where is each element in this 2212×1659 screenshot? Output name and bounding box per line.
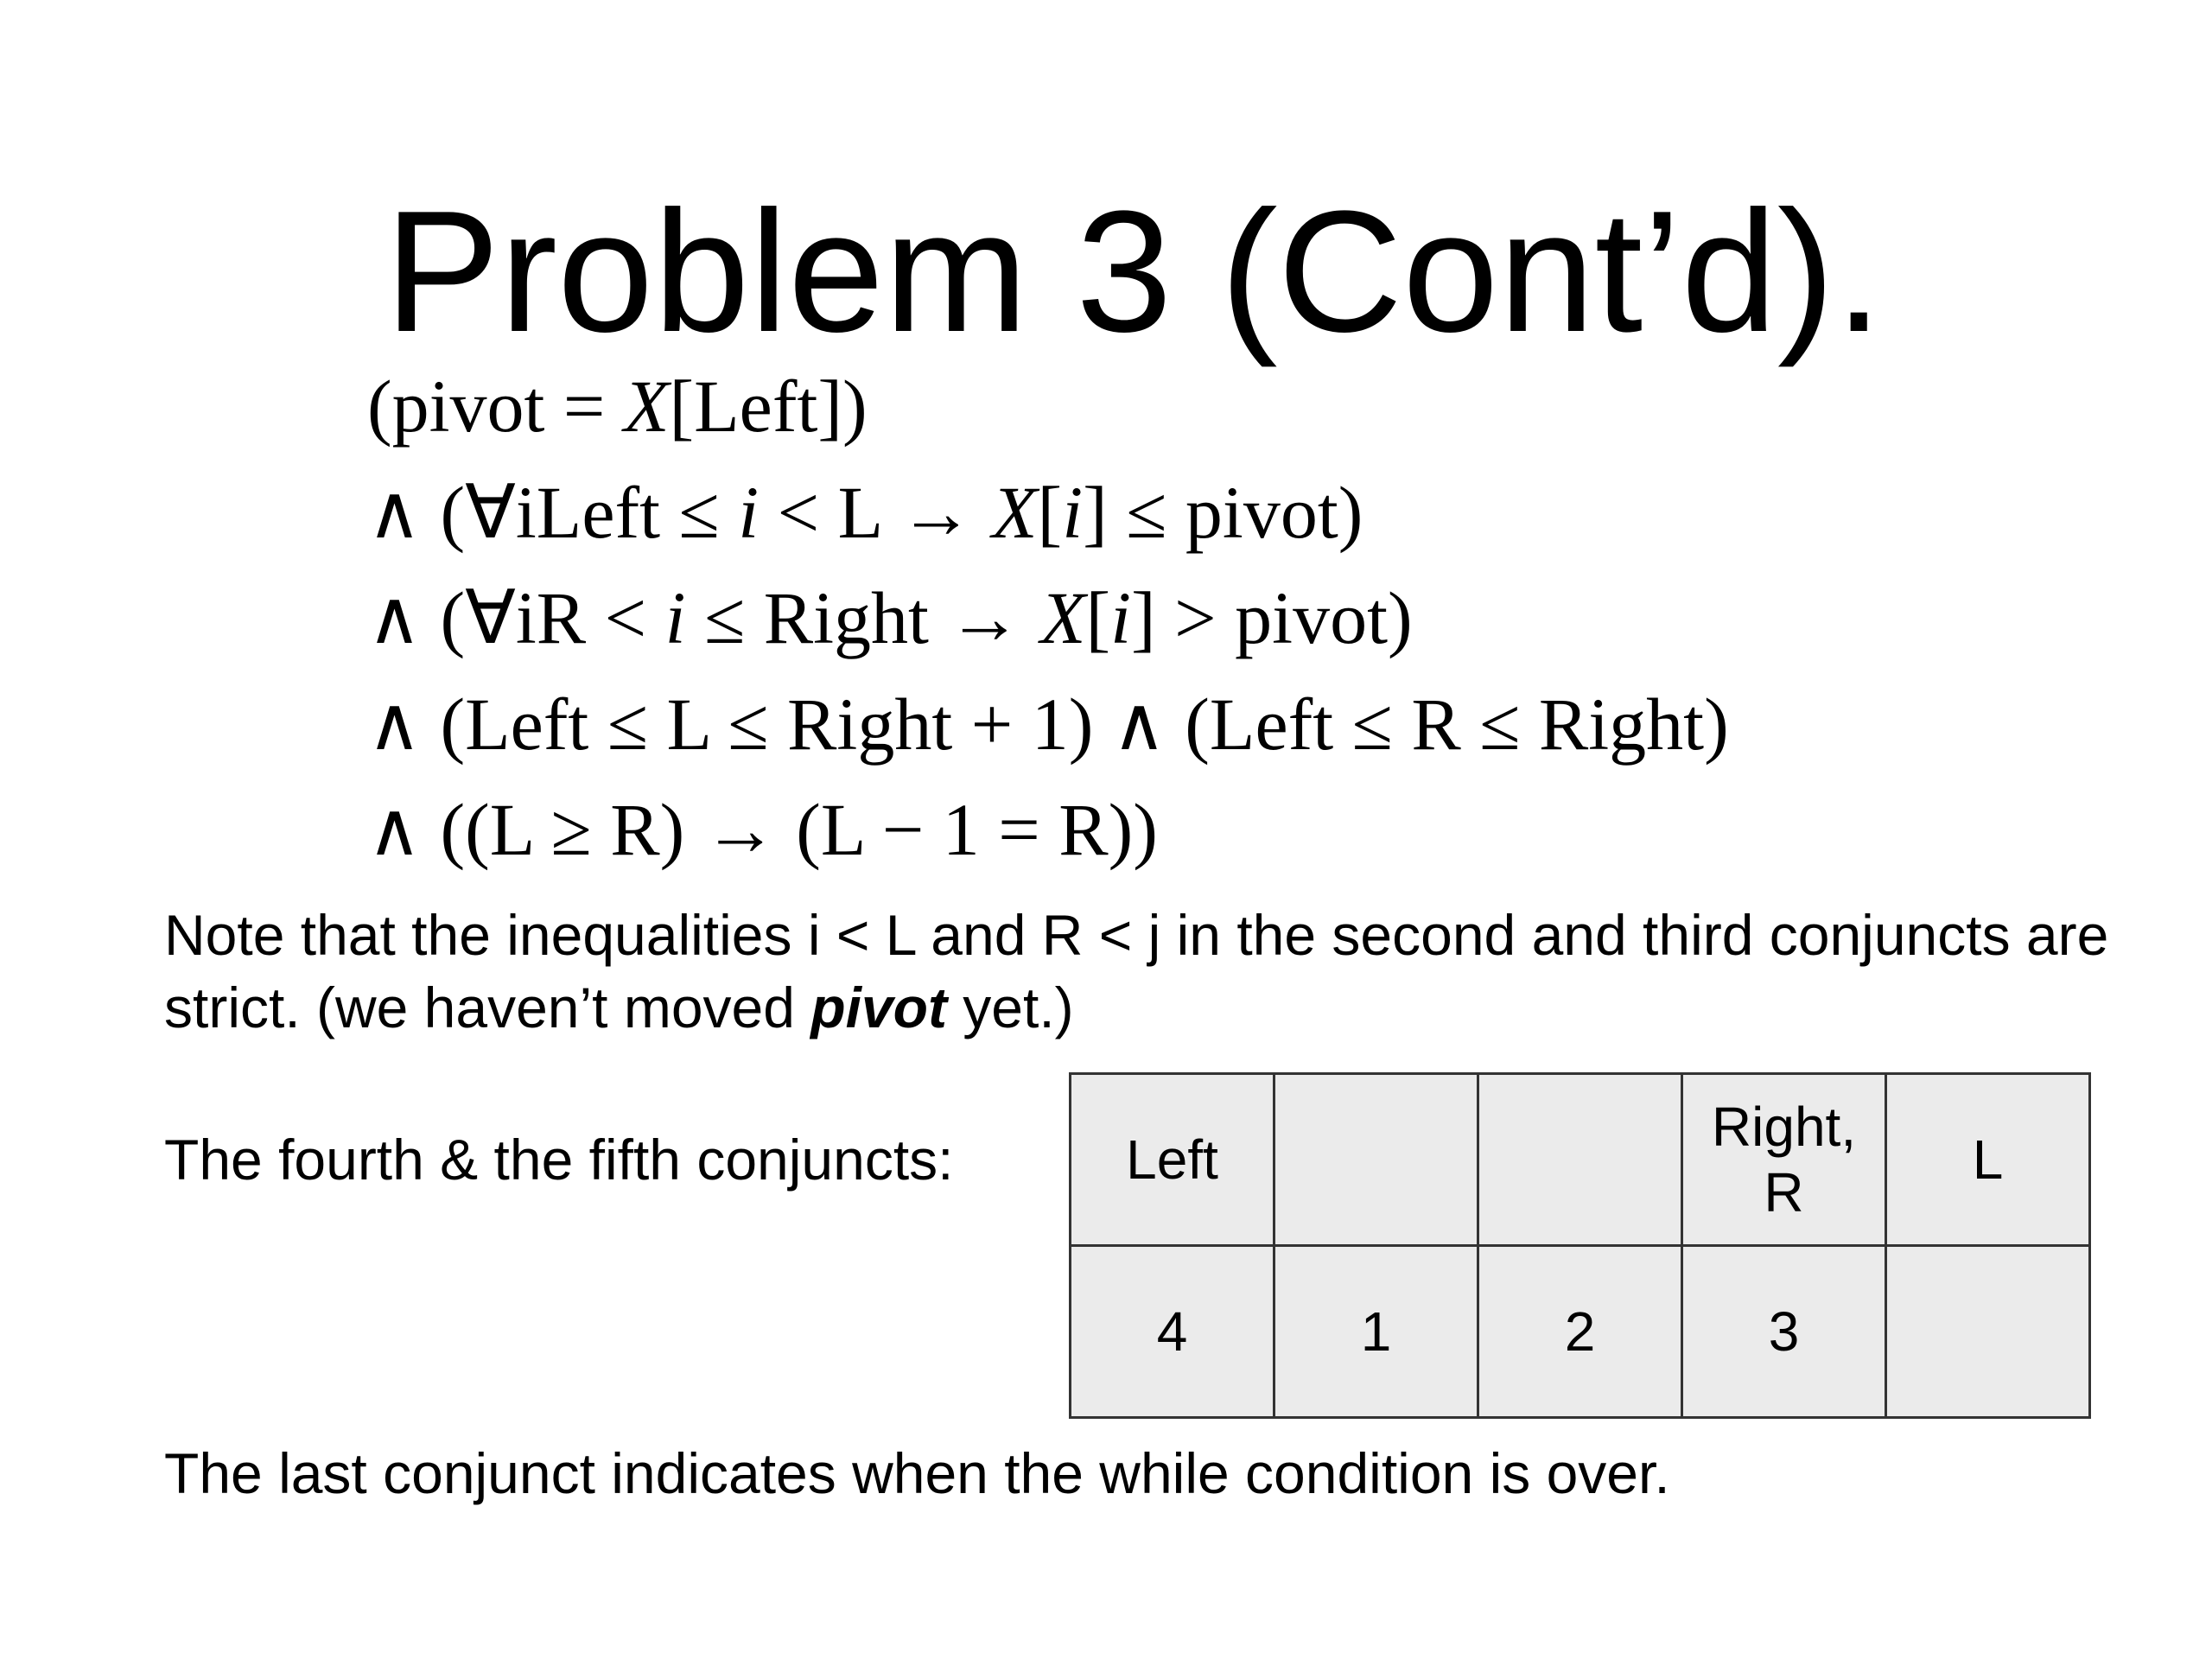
note-text-end: yet.): [946, 976, 1074, 1039]
formula-line-1: [367, 363, 868, 449]
table-cell: 3: [1682, 1246, 1886, 1418]
array-diagram-table: [1069, 1072, 2091, 1419]
table-cell: Left: [1071, 1074, 1274, 1246]
table-row: [1071, 1246, 2090, 1418]
table-cell: [1478, 1074, 1682, 1246]
formula-line-3: [367, 575, 1413, 661]
formula-text: ∧ (∀iLeft ≤ i < L → X[i] ≤ pivot): [367, 471, 1363, 554]
formula-text: ∧ (Left ≤ L ≤ Right + 1) ∧ (Left ≤ R ≤ Right): [367, 683, 1729, 766]
slide-title: Problem 3 (Cont’d).: [385, 175, 1883, 368]
formula-line-5: [367, 786, 1158, 873]
last-line: The last conjunct indicates when the while condition is over.: [164, 1441, 1670, 1505]
table-cell: 4: [1071, 1246, 1274, 1418]
table-cell: 2: [1478, 1246, 1682, 1418]
table-cell: L: [1886, 1074, 2090, 1246]
formula-line-4: [367, 681, 1729, 767]
formula-text: (pivot = X[Left]): [367, 365, 868, 448]
table-cell: 1: [1274, 1246, 1478, 1418]
formula-text: ∧ ((L ≥ R) → (L − 1 = R)): [367, 788, 1158, 871]
note-text: Note that the inequalities i < L and R < j in the second and third conjuncts are strict. (we haven’t moved: [164, 903, 2109, 1039]
table-cell: Right, R: [1682, 1074, 1886, 1246]
table-row: [1071, 1074, 2090, 1246]
fourth-fifth-label: The fourth & the fifth conjuncts:: [164, 1128, 954, 1192]
table-cell: [1274, 1074, 1478, 1246]
pivot-emphasis: pivot: [810, 976, 947, 1039]
formula-line-2: [367, 469, 1363, 556]
table-cell: [1886, 1246, 2090, 1418]
note-paragraph: [164, 899, 2152, 1044]
formula-text: ∧ (∀iR < i ≤ Right → X[i] > pivot): [367, 576, 1413, 659]
